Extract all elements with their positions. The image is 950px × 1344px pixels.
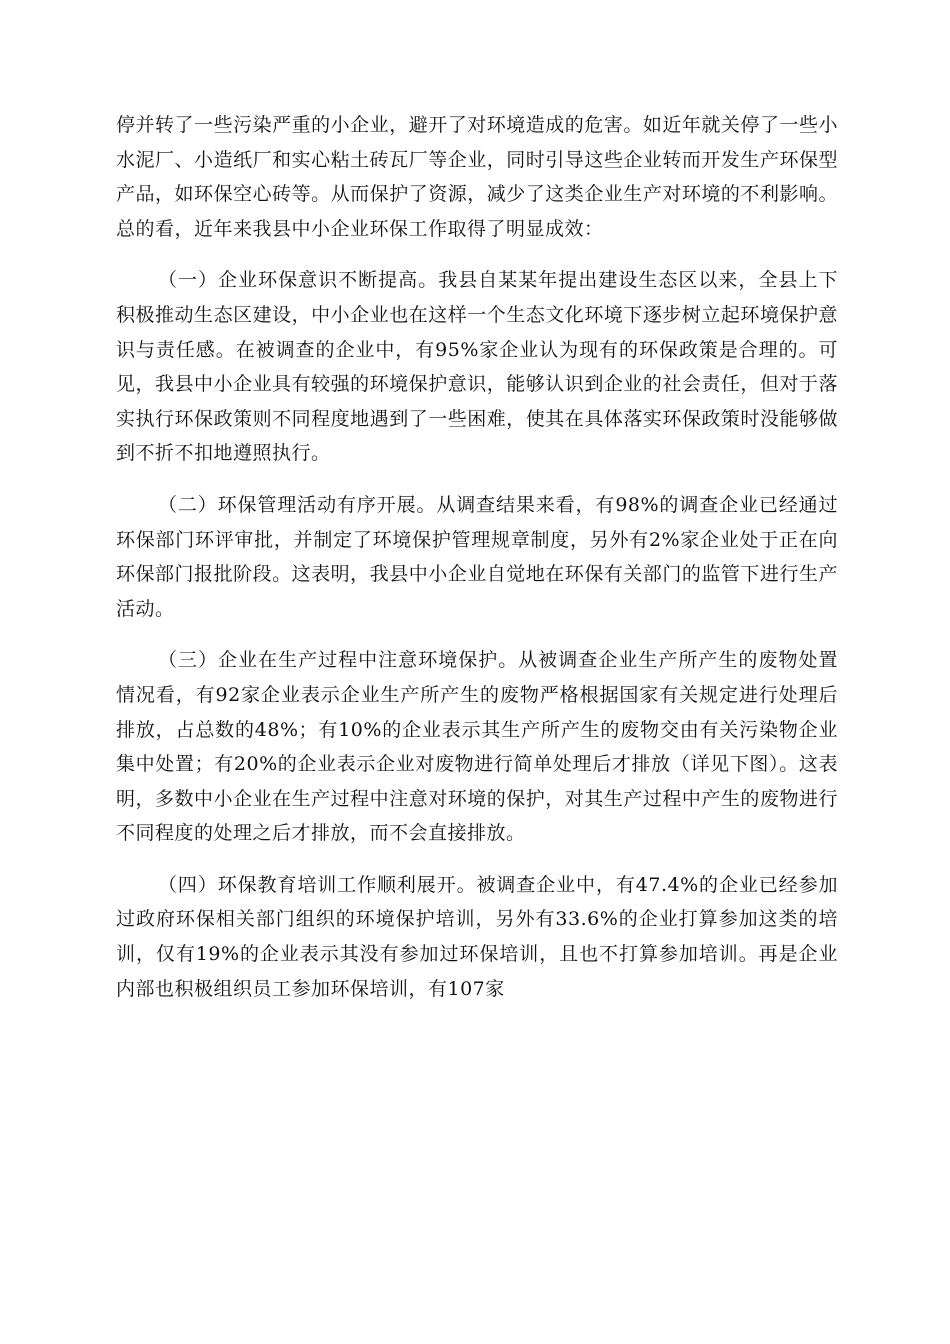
paragraph-section-2: （二）环保管理活动有序开展。从调查结果来看，有98%的调查企业已经通过环保部门环评审批，并制定了环境保护管理规章制度，另外有2%家企业处于正在向环保部门报批阶段。这表明，我县中小企业自觉地在环保有关部门的监管下进行生产活动。 <box>116 493 838 620</box>
paragraph-section-1: （一）企业环保意识不断提高。我县自某某年提出建设生态区以来，全县上下积极推动生态区建设，中小企业也在这样一个生态文化环境下逐步树立起环境保护意识与责任感。在被调查的企业中，有95%家企业认为现有的环保政策是合理的。可见，我县中小企业具有较强的环境保护意识，能够认识到企业的社会责任，但对于落实执行环保政策则不同程度地遇到了一些困难，使其在具体落实环保政策时没能够做到不折不扣地遵照执行。 <box>116 269 838 465</box>
document-page <box>116 108 838 1006</box>
paragraph-section-3: （三）企业在生产过程中注意环境保护。从被调查企业生产所产生的废物处置情况看，有92家企业表示企业生产所产生的废物严格根据国家有关规定进行处理后排放，占总数的48%；有10%的企业表示其生产所产生的废物交由有关污染物企业集中处置；有20%的企业表示企业对废物进行简单处理后才排放（详见下图）。这表明，多数中小企业在生产过程中注意对环境的保护，对其生产过程中产生的废物进行不同程度的处理之后才排放，而不会直接排放。 <box>116 649 838 845</box>
paragraph-section-4: （四）环保教育培训工作顺利展开。被调查企业中，有47.4%的企业已经参加过政府环保相关部门组织的环境保护培训，另外有33.6%的企业打算参加这类的培训，仅有19%的企业表示其没有参加过环保培训，且也不打算参加培训。再是企业内部也积极组织员工参加环保培训，有107家 <box>116 873 838 1000</box>
paragraph-intro: 停并转了一些污染严重的小企业，避开了对环境造成的危害。如近年就关停了一些小水泥厂、小造纸厂和实心粘土砖瓦厂等企业，同时引导这些企业转而开发生产环保型产品，如环保空心砖等。从而保护了资源，减少了这类企业生产对环境的不利影响。总的看，近年来我县中小企业环保工作取得了明显成效： <box>116 114 838 240</box>
